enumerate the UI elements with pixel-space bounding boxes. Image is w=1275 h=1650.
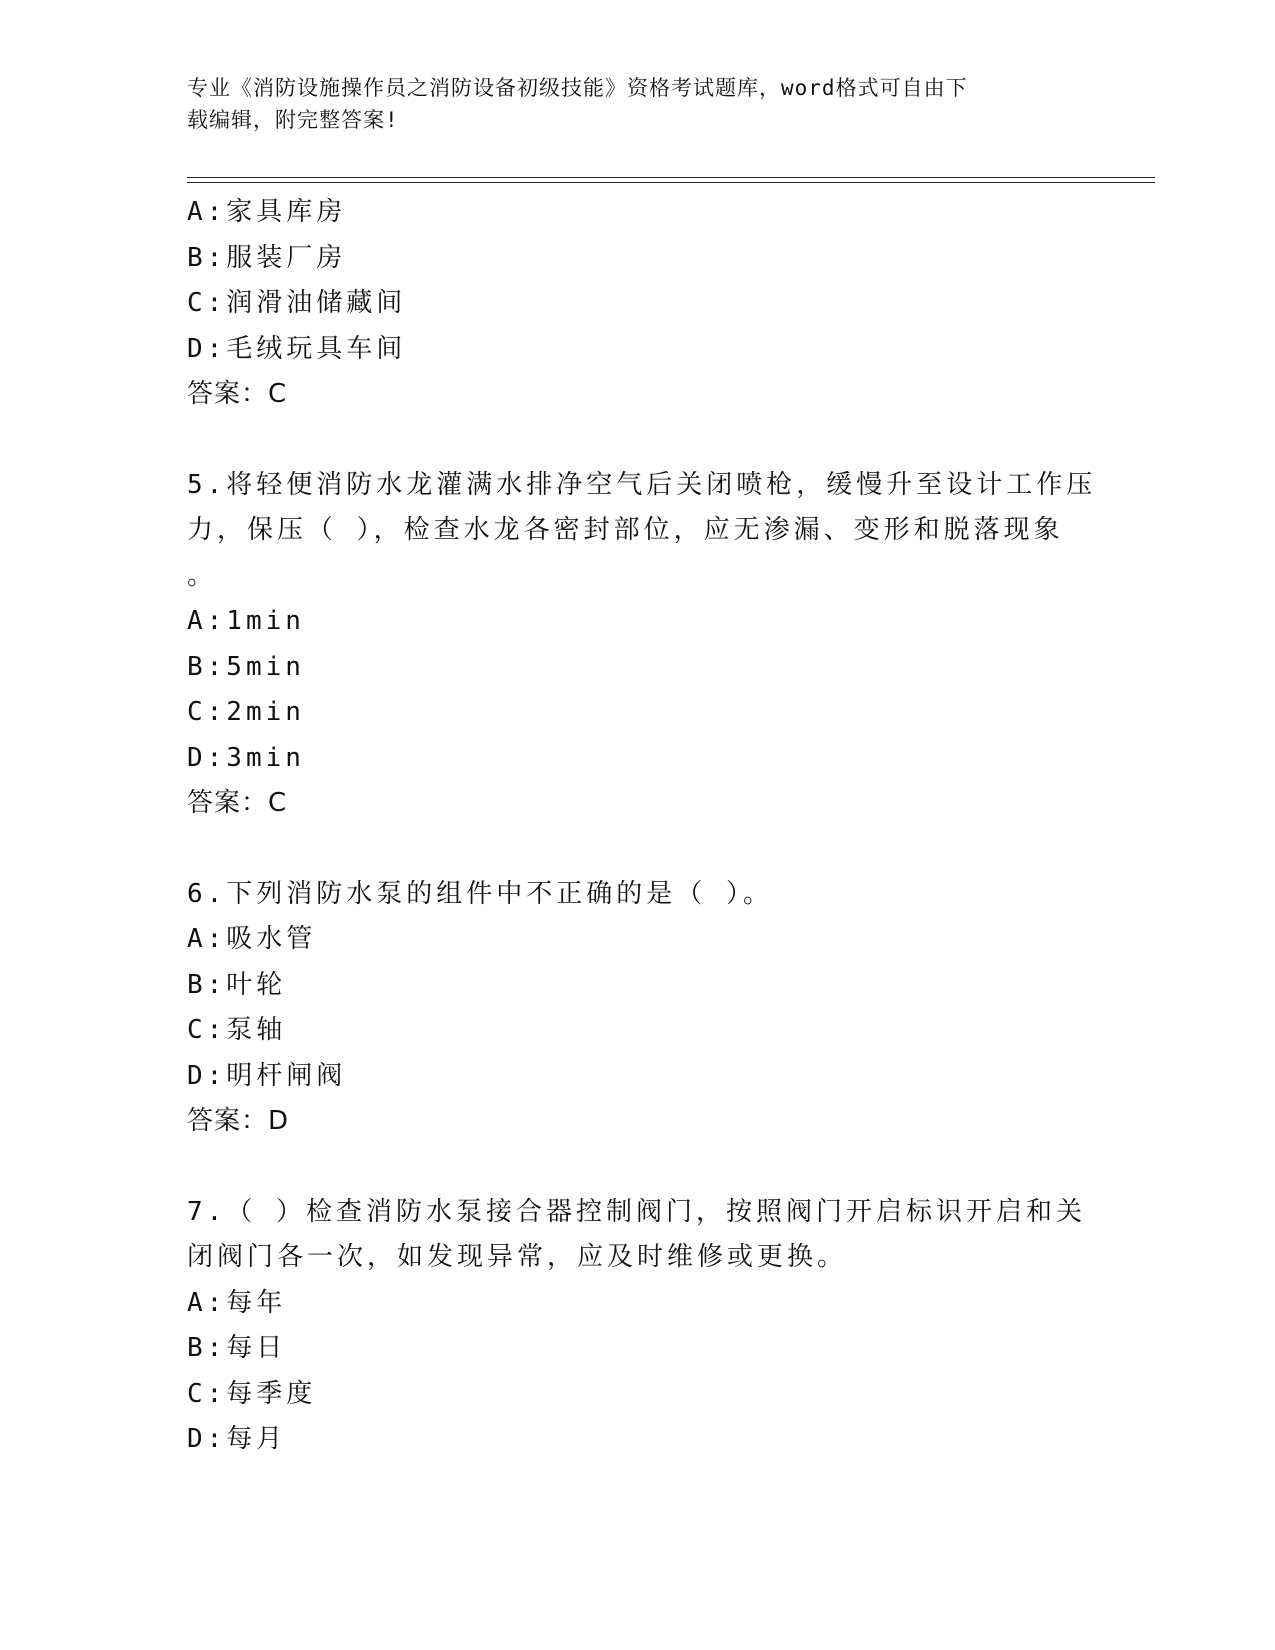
option-c: C:润滑油储藏间 xyxy=(187,288,407,318)
question-7 xyxy=(187,1190,1086,1463)
question-stem-line-1: 5.将轻便消防水龙灌满水排净空气后关闭喷枪，缓慢升至设计工作压 xyxy=(187,469,1097,500)
header-line-1: 专业《消防设施操作员之消防设备初级技能》资格考试题库，word格式可自由下 xyxy=(187,76,968,100)
option-b: B:每日 xyxy=(187,1333,287,1363)
option-a: A:1min xyxy=(187,606,305,636)
document-header xyxy=(187,72,1067,136)
header-divider-bottom xyxy=(187,182,1155,183)
option-a: A:每年 xyxy=(187,1287,287,1318)
header-line-2: 载编辑，附完整答案! xyxy=(187,108,399,132)
answer: 答案：C xyxy=(187,788,288,818)
option-a: A:家具库房 xyxy=(187,197,347,227)
option-a: A:吸水管 xyxy=(187,924,317,954)
option-d: D:明杆闸阀 xyxy=(187,1060,347,1091)
question-stem-line-2: 闭阀门各一次，如发现异常，应及时维修或更换。 xyxy=(187,1242,848,1272)
question-5 xyxy=(187,463,1097,827)
question-stem-line-3: 。 xyxy=(187,560,218,591)
option-d: D:每月 xyxy=(187,1424,287,1454)
question-stem-line-1: 6.下列消防水泵的组件中不正确的是（ ）。 xyxy=(187,878,773,909)
option-d: D:3min xyxy=(187,742,305,773)
option-b: B:叶轮 xyxy=(187,969,287,1000)
question-stem-line-2: 力，保压（ ），检查水龙各密封部位，应无渗漏、变形和脱落现象 xyxy=(187,515,1064,545)
answer: 答案：D xyxy=(187,1106,290,1136)
option-c: C:每季度 xyxy=(187,1378,317,1409)
option-b: B:服装厂房 xyxy=(187,242,347,273)
option-c: C:泵轴 xyxy=(187,1015,287,1045)
question-content xyxy=(187,190,1097,1463)
option-c: C:2min xyxy=(187,697,305,727)
question-4 xyxy=(187,190,1067,418)
answer: 答案：C xyxy=(187,379,288,409)
header-divider-top xyxy=(187,177,1155,178)
option-d: D:毛绒玩具车间 xyxy=(187,333,407,364)
option-b: B:5min xyxy=(187,651,305,682)
question-6 xyxy=(187,872,1067,1145)
question-stem-line-1: 7.（ ）检查消防水泵接合器控制阀门，按照阀门开启标识开启和关 xyxy=(187,1196,1086,1227)
